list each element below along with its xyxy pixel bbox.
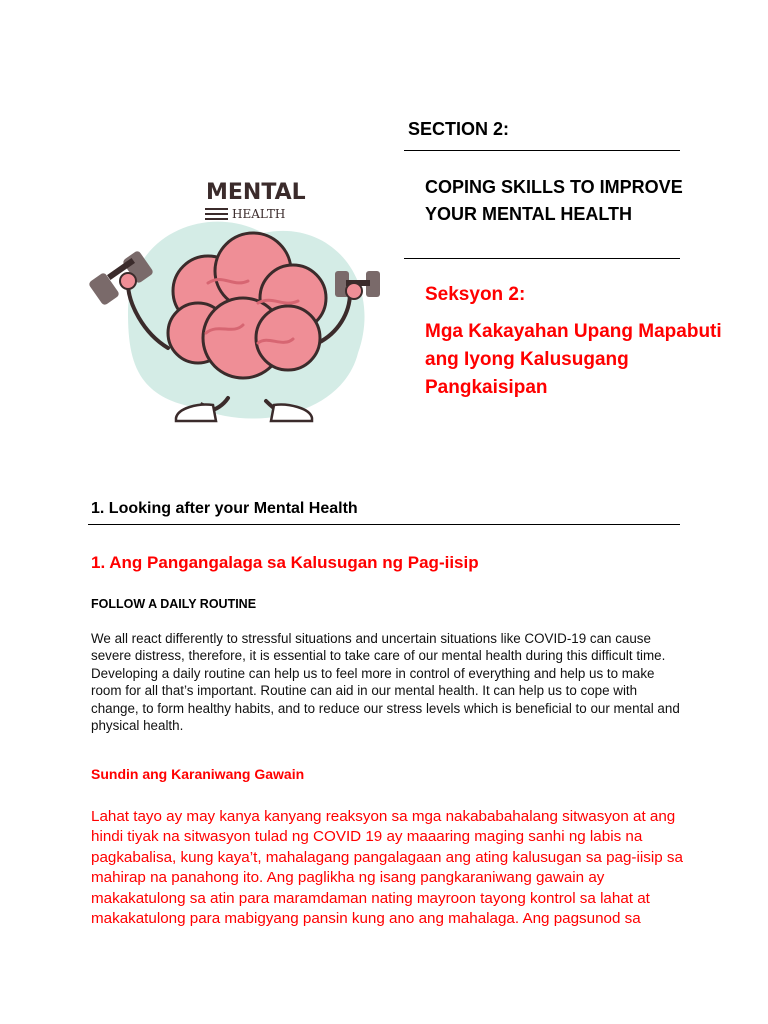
section-label: SECTION 2:: [408, 119, 510, 139]
body-paragraph: We all react differently to stressful situations and uncertain situations like COVID-19 can cause severe distress, therefore, it is essential to take care of our mental health during this difficult time. Developing a daily routine can help us to feel more in control of everything and help us to make room for all that’s important. Routine can aid in our mental health. It can help us to cope with change, to form healthy habits, and to reduce our stress levels which is beneficial to our mental and physical health.: [91, 631, 680, 734]
logo-sub: HEALTH: [232, 207, 286, 221]
section-title: COPING SKILLS TO IMPROVE YOUR MENTAL HEALTH: [425, 177, 683, 224]
section-label-tagalog: Seksyon 2:: [425, 284, 526, 305]
divider: [404, 258, 680, 259]
mental-health-brain-illustration: [88, 163, 388, 445]
section-title-tagalog: Mga Kakayahan Upang Mapabuti ang Iyong Kalusugang Pangkaisipan: [425, 321, 722, 398]
dumbbell-icon: [335, 271, 380, 299]
subheading: FOLLOW A DAILY ROUTINE: [91, 597, 257, 611]
logo-word: MENTAL: [206, 180, 306, 205]
section-heading: 1. Looking after your Mental Health: [91, 500, 358, 517]
lines-icon: [205, 209, 228, 219]
body-paragraph-tagalog: Lahat tayo ay may kanya kanyang reaksyon sa mga nakababahalang sitwasyon at ang hindi tiyak na sitwasyon tulad ng COVID 19 ay maaaring maging sanhi ng labis na pagkabalisa, kung kaya’t, mahalagang pangalagaan ang ating kalusugan sa pag-iisip sa mahirap na panahong ito. Ang paglikha ng isang pangkaraniwang gawain ay makakatulong sa atin para maramdaman nating mayroon tayong kontrol sa lahat at makakatulong para mabigyang pansin kung ano ang mahalaga. Ang pagsunod sa: [91, 808, 683, 928]
subheading-tagalog: Sundin ang Karaniwang Gawain: [91, 766, 305, 782]
section-heading-tagalog: 1. Ang Pangangalaga sa Kalusugan ng Pag-iisip: [91, 553, 479, 572]
divider: [88, 524, 680, 525]
divider: [404, 150, 680, 151]
